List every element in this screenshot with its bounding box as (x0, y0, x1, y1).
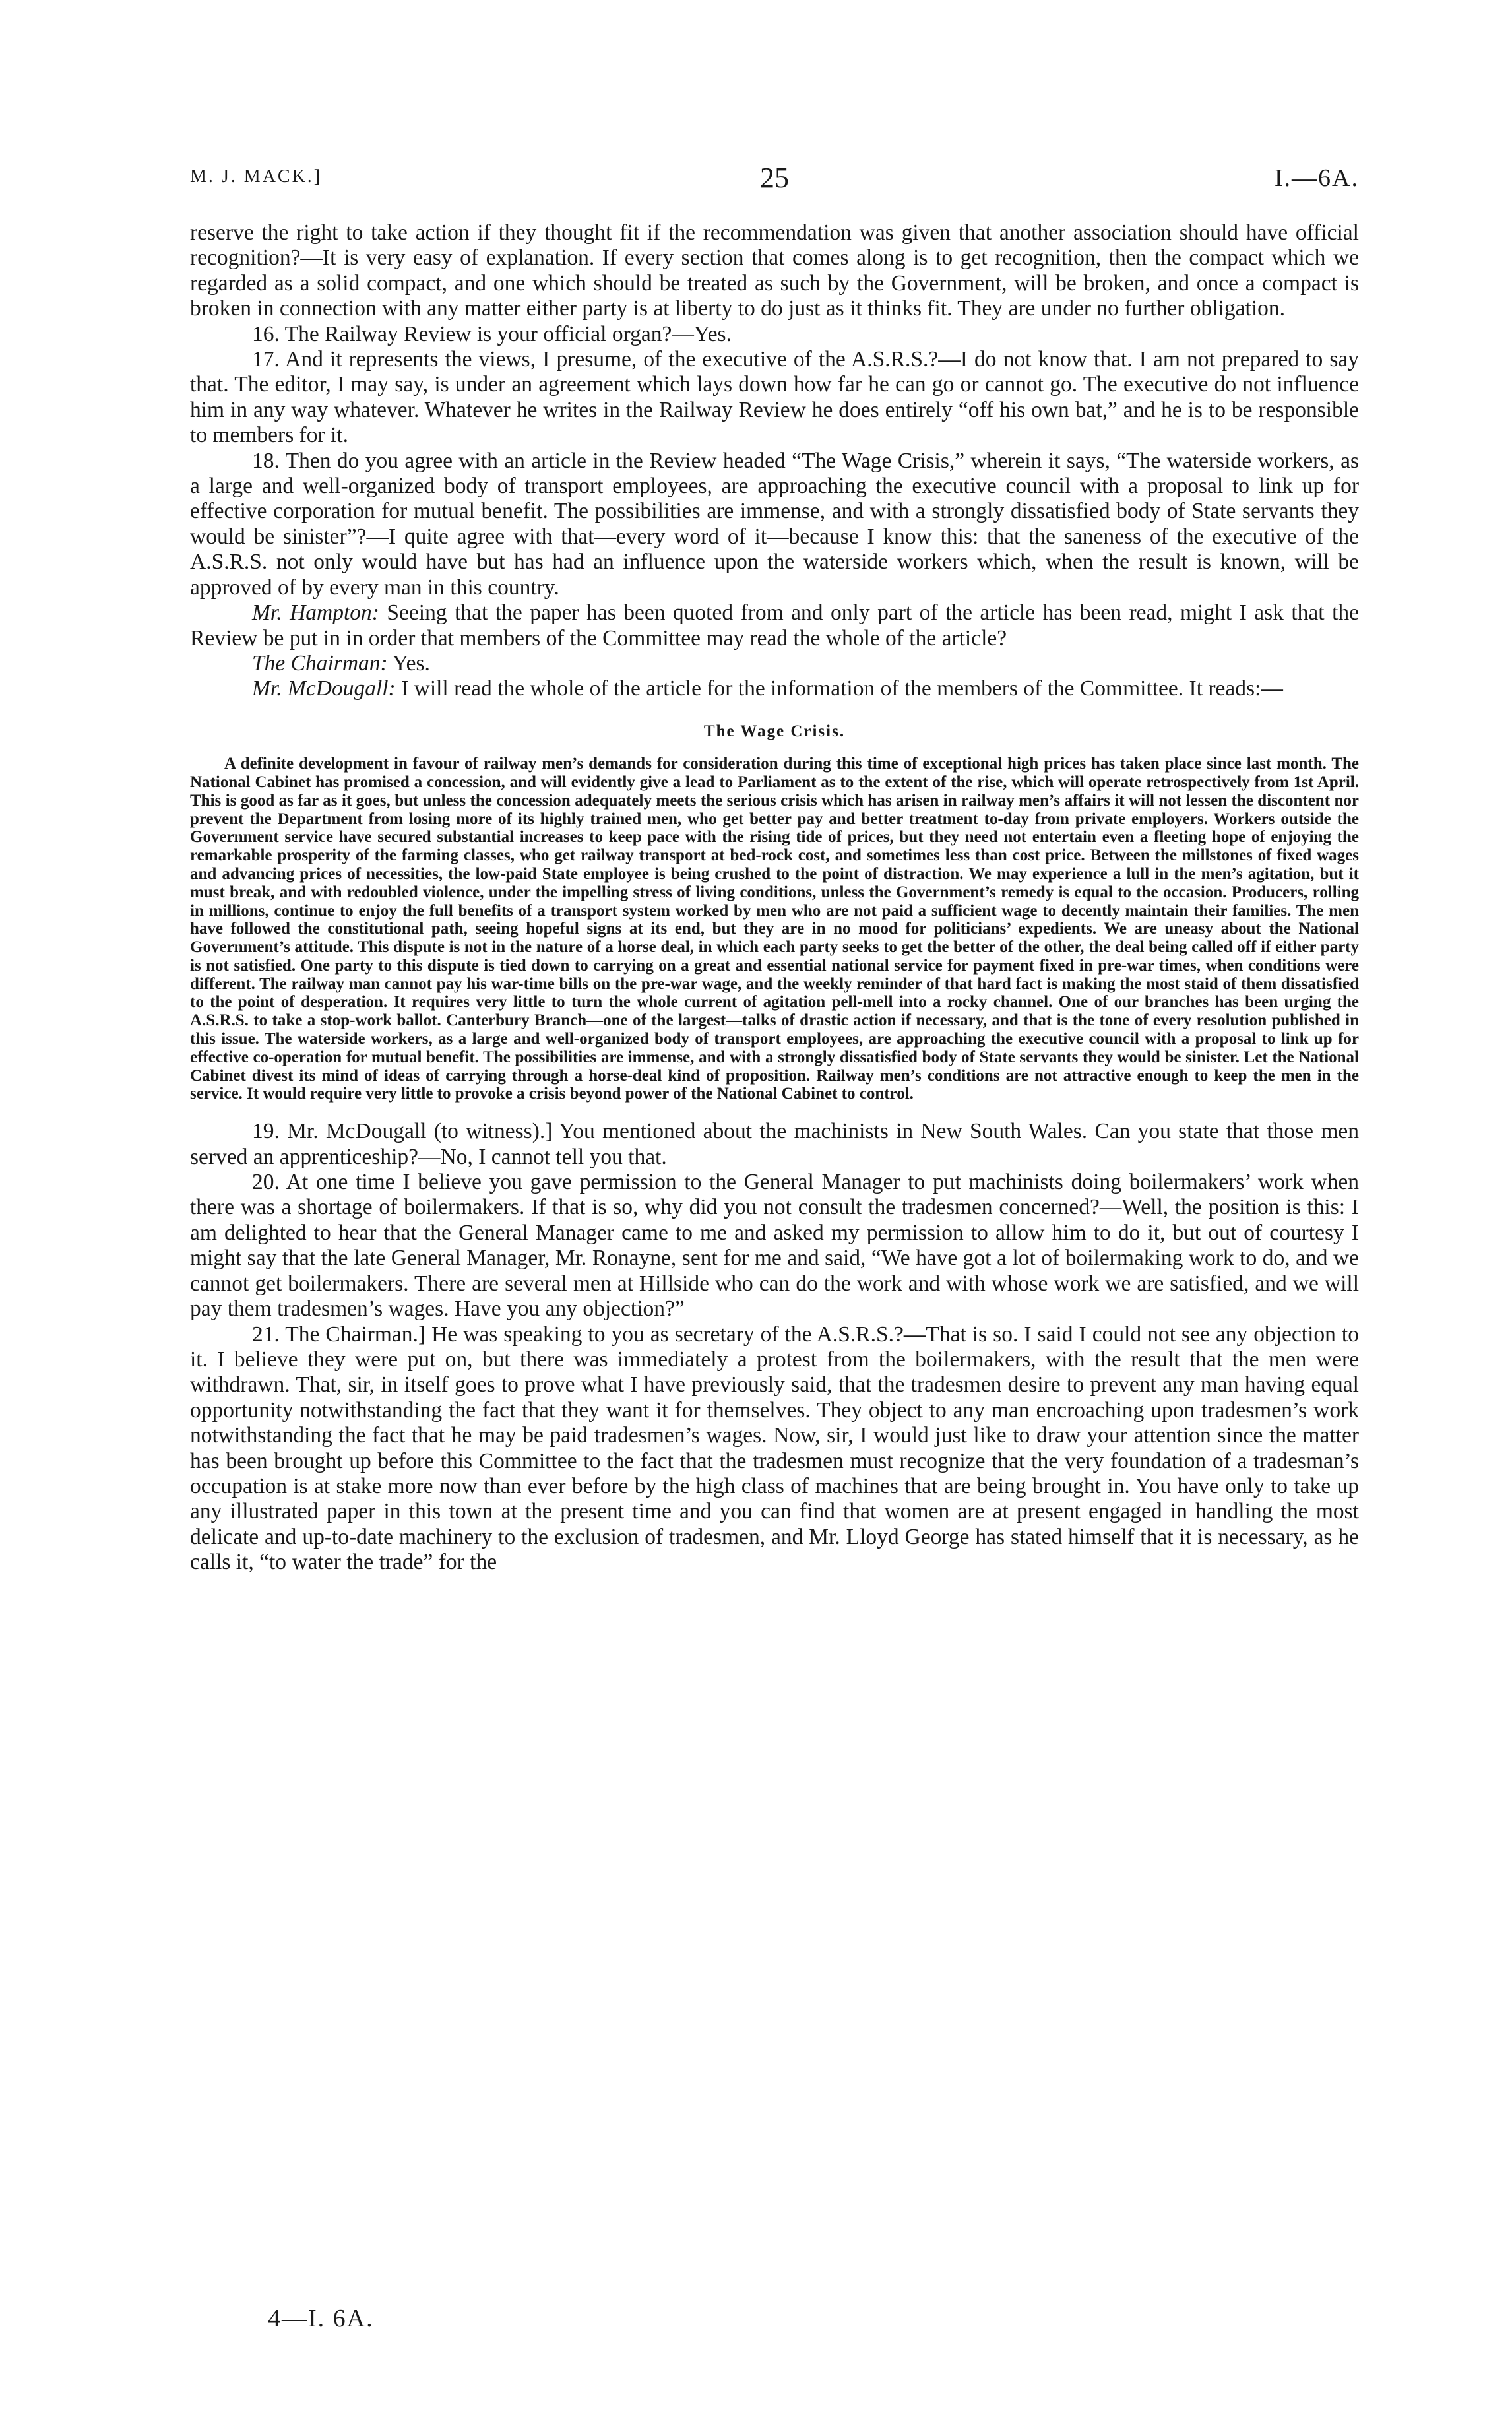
question-18: 18. Then do you agree with an article in the Review headed “The Wage Crisis,” wherein it says, “The waterside workers, as a large and well-organized body of transport employees, are approaching the executive council with a proposal to link up for effective corporation for mutual benefit. The possibilities are immense, and with a strongly dissatisfied body of State servants they would be sinister”?—I quite agree with that—every word of it—because I know this: that the saneness of the executive of the A.S.R.S. not only would have but has had an influence upon the waterside workers which, when the result is known, will be approved of by every man in this country. (190, 448, 1359, 600)
article-title: The Wage Crisis. (703, 722, 846, 740)
body-text (190, 220, 1359, 1576)
statement-mcdougall (190, 676, 1359, 701)
question-17: 17. And it represents the views, I presume, of the executive of the A.S.R.S.?—I do not know that. I am not prepared to say that. The editor, I may say, is under an agreement which lays down how far he can go or cannot go. The executive do not influence him in any way whatever. Whatever he writes in the Railway Review he does entirely “off his own bat,” and he is to be responsible to members for it. (190, 347, 1359, 448)
question-16: 16. The Railway Review is your official organ?—Yes. (252, 321, 732, 346)
question-19: 19. Mr. McDougall (to witness).] You mentioned about the machinists in New South Wales. Can you state that those men served an apprenticeship?—No, I cannot tell you that. (190, 1119, 1359, 1169)
page-number: 25 (760, 162, 789, 194)
page-footer-signature: 4—I. 6A. (268, 2305, 374, 2332)
question-20: 20. At one time I believe you gave permission to the General Manager to put machinists doing boilermakers’ work when there was a shortage of boilermakers. If that is so, why did you not consult the tradesmen concerned?—Well, the position is this: I am delighted to hear that the General Manager came to me and asked my permission to allow him to do it, but out of courtesy I might say that the late General Manager, Mr. Ronayne, sent for me and said, “We have got a lot of boilermaking work to do, and we cannot get boilermakers. There are several men at Hillside who can do the work and with whose work we are satisfied, and we will pay them tradesmen’s wages. Have you any objection?” (190, 1170, 1359, 1322)
header-paper-ref: I.—6A. (1274, 164, 1359, 192)
speaker-name: Mr. McDougall: (252, 676, 396, 701)
speaker-name: The Chairman: (252, 651, 388, 676)
statement-text: I will read the whole of the article for the information of the members of the Committee. It reads:— (401, 676, 1283, 701)
question-21: 21. The Chairman.] He was speaking to you as secretary of the A.S.R.S.?—That is so. I said I could not see any objection to it. I believe they were put on, but there was immediately a protest from the boilermakers, with the result that the men were withdrawn. That, sir, in itself goes to prove what I have previously said, that the tradesmen desire to prevent any man having equal opportunity notwithstanding the fact that they want it for themselves. They object to any man encroaching upon tradesmen’s work notwithstanding the fact that he may be paid tradesmen’s wages. Now, sir, I would just like to draw your attention since the matter has been brought up before this Committee to the fact that the tradesmen must recognize that the very foundation of a tradesman’s occupation is at stake more now than ever before by the high class of machines that are being brought in. You have only to take up any illustrated paper in this town at the present time and you can find that women are at present engaged in handling the most delicate and up-to-date machinery to the exclusion of tradesmen, and Mr. Lloyd George has stated himself that it is necessary, as he calls it, “to water the trade” for the (190, 1322, 1359, 1575)
page-header (190, 161, 1359, 201)
speaker-name: Mr. Hampton: (252, 600, 379, 625)
article-body: A definite development in favour of railway men’s demands for consideration during this time of exceptional high prices has taken place since last month. The National Cabinet has promised a concession, and will evidently give a lead to Parliament as to the extent of the rise, which will operate retrospectively from 1st April. This is good as far as it goes, but unless the concession adequately meets the serious crisis which has arisen in railway men’s affairs it will not lessen the discontent nor prevent the Department from losing more of its highly trained men, who get better pay and better treatment to-day from private employers. Workers outside the Government service have secured substantial increases to keep pace with the rising tide of prices, but they need not entertain even a fleeting hope of enjoying the remarkable prosperity of the farming classes, who get railway transport at bed-rock cost, and sometimes less than cost price. Between the millstones of fixed wages and advancing prices of necessities, the low-paid State employee is being crushed to the point of distraction. We may experience a lull in the men’s agitation, but it must break, and with redoubled violence, under the impelling stress of living conditions, unless the Government’s remedy is equal to the occasion. Producers, rolling in millions, continue to enjoy the full benefits of a transport system worked by men who are not paid a sufficient wage to decently maintain their families. The men have followed the constitutional path, seeing hopeful signs at its end, but they are in no mood for politicians’ expedients. We are uneasy about the National Government’s attitude. This dispute is not in the nature of a horse deal, in which each party seeks to get the better of the other, the deal being called off if either party is not satisfied. One party to this dispute is tied down to carrying on a great and essential national service for payment fixed in pre-war times, when conditions were different. The railway man cannot pay his war-time bills on the pre-war wage, and the weekly reminder of that hard fact is making the most staid of them dissatisfied to the point of desperation. It requires very little to turn the whole current of agitation pell-mell into a rocky channel. One of our branches has been urging the A.S.R.S. to take a stop-work ballot. Canterbury Branch—one of the largest—talks of drastic action if necessary, and that is the tone of every resolution published in this issue. The waterside workers, as a large and well-organized body of transport employees, are approaching the executive council with a proposal to link up for effective co-operation for mutual benefit. The possibilities are immense, and with a strongly dissatisfied body of State servants they would be sinister. Let the National Cabinet divest its mind of ideas of carrying through a horse-deal kind of proposition. Railway men’s conditions are not attractive enough to keep the men in the service. It would require very little to provoke a crisis beyond power of the National Cabinet to control. (190, 755, 1359, 1103)
paragraph-continuation: reserve the right to take action if they thought fit if the recommendation was given that another association should have official recognition?—It is very easy of explanation. If every section that comes along is to get recognition, then the compact which we regarded as a solid compact, and one which should be treated as such by the Government, will be broken, and once a compact is broken in connection with any matter either party is at liberty to do just as it thinks fit. They are under no further obligation. (190, 220, 1359, 321)
statement-hampton (190, 600, 1359, 651)
statement-text: Seeing that the paper has been quoted from and only part of the article has been read, might I ask that the Review be put in in order that members of the Committee may read the whole of the article? (190, 600, 1360, 651)
statement-text: Yes. (392, 651, 430, 676)
statement-chairman (190, 651, 1359, 676)
header-witness-name: M. J. MACK.] (190, 166, 323, 187)
quoted-article (190, 755, 1359, 1103)
